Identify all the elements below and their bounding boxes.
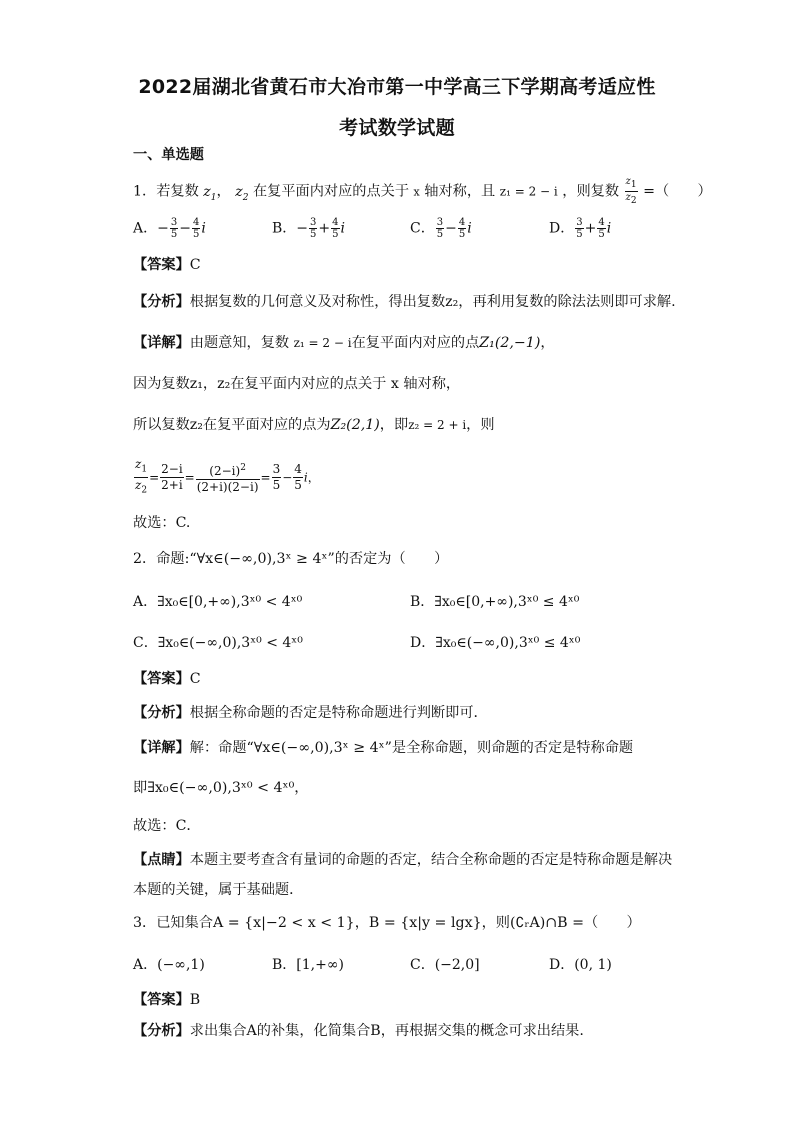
answer-label: 【答案】 (133, 257, 190, 273)
comment-label: 【点睛】 (133, 852, 190, 868)
q2-option-a: A．∃x₀∈[0,+∞),3ˣ⁰ < 4ˣ⁰ (133, 594, 303, 610)
q2-answer (133, 669, 201, 689)
q1-option-c: C． $\frac{3}{5}$ − $\frac{4}{5}$ i (410, 217, 472, 240)
frac-4-5: $\frac{4}{5}$ (192, 217, 200, 240)
analysis-label: 【分析】 (133, 1023, 190, 1039)
frac-3-5: $\frac{3}{5}$ (436, 217, 444, 240)
q1-stem-text-e: =（ ） (643, 183, 712, 200)
q2-comment1-text: 本题主要考查含有量词的命题的否定，结合全称命题的否定是特称命题是解决 (189, 852, 673, 868)
q1-z1: $z_1$ (203, 183, 217, 203)
frac-4-5: $\frac{4}{5}$ (332, 217, 339, 240)
q1-conclusion: 故选：C. (133, 515, 191, 531)
analysis-label: 【分析】 (133, 705, 190, 721)
q1-option-d-label: D． (549, 220, 575, 237)
q3-stem: 3．已知集合A = {x|−2 < x < 1}，B = {x|y = lgx}，则(∁ᵣA)∩B =（ ） (133, 915, 641, 931)
q3-option-d: D．(0, 1) (549, 957, 612, 973)
q1-detail1-z1-eq: z₁ = 2 − i (293, 336, 352, 350)
frac-z1-z2: $\frac{z_1}{z_2}$ (135, 457, 148, 496)
q1-option-d: D． $\frac{3}{5}$ + $\frac{4}{5}$ i (549, 217, 612, 240)
q2-answer-value: C (189, 671, 201, 687)
q1-stem-text-b: 在复平面内对应的点关于 (252, 183, 410, 200)
q2-conclusion: 故选：C． (133, 818, 201, 834)
q1-option-a-label: A． (133, 220, 158, 237)
frac-4-5: $\frac{4}{5}$ (458, 217, 466, 240)
frac-squared-over-product: $\frac{(2-i)^2}{(2+i)(2-i)}$ (196, 462, 259, 494)
answer-label: 【答案】 (133, 671, 190, 687)
q1-stem-text-a: 1．若复数 (133, 183, 199, 200)
q2-option-c: C．∃x₀∈(−∞,0),3ˣ⁰ < 4ˣ⁰ (133, 635, 303, 651)
q2-stem: 2．命题:“∀x∈(−∞,0),3ˣ ≥ 4ˣ”的否定为（ ） (133, 551, 449, 567)
q2-comment-line1 (133, 850, 672, 870)
q3-answer (133, 990, 200, 1010)
q1-answer-value: C (189, 257, 201, 273)
q1-division-equation: $\frac{z_1}{z_2}$ = $\frac{2-i}{2+i}$ = $\frac{(2-i)^2}{(2+i)(2-i)}$ = $\frac{3}{5}$ − $\frac{4}{5}$ i， (133, 457, 320, 499)
q1-z2: $z_2$ (235, 183, 249, 203)
section-heading: 一、单选题 (133, 147, 204, 163)
q3-option-b: B．[1,+∞) (272, 957, 344, 973)
q1-answer (133, 255, 201, 275)
frac-4-5: $\frac{4}{5}$ (294, 462, 302, 493)
q2-analysis (133, 703, 488, 723)
q2-detail1-text: 解：命题“∀x∈(−∞,0),3ˣ ≥ 4ˣ”是全称命题，则命题的否定是特称命题 (189, 740, 634, 756)
frac-3-5: $\frac{3}{5}$ (272, 462, 281, 493)
q2-option-d: D．∃x₀∈(−∞,0),3ˣ⁰ ≤ 4ˣ⁰ (410, 635, 581, 651)
q1-detail1-text-a: 由题意知，复数 (189, 335, 290, 351)
q1-ratio-fraction: $\frac{z_1}{z_2}$ (625, 176, 637, 206)
q2-comment-line2: 本题的关键，属于基础题． (133, 882, 304, 898)
q1-stem: 1．若复数 $z_1$， $z_2$ 在复平面内对应的点关于 x 轴对称，且 z₁ = 2 − i ，则复数 $\frac{z_1}{z_2}$ =（ ） (133, 176, 712, 206)
q2-option-b: B．∃x₀∈[0,+∞),3ˣ⁰ ≤ 4ˣ⁰ (410, 594, 580, 610)
q1-detail3-text-c: ，则 (466, 417, 495, 433)
q1-detail3-point: Z₂(2,1) (330, 417, 380, 433)
frac-3-5: $\frac{3}{5}$ (576, 217, 583, 240)
q3-answer-value: B (189, 992, 201, 1008)
doc-title-line2: 考试数学试题 (339, 117, 455, 139)
q1-detail3-z2-eq: z₂ = 2 + i (408, 418, 467, 432)
q3-analysis-text: 求出集合A的补集，化简集合B，再根据交集的概念可求出结果. (189, 1023, 584, 1039)
frac-3-5: $\frac{3}{5}$ (310, 217, 317, 240)
answer-label: 【答案】 (133, 992, 190, 1008)
q1-option-b-label: B． (272, 220, 297, 237)
q1-analysis (133, 292, 676, 312)
q3-option-c: C．(−2,0] (410, 957, 480, 973)
q1-detail1-text-b: 在复平面内对应的点 (351, 335, 480, 351)
doc-title-line1: 2022届湖北省黄石市大冶市第一中学高三下学期高考适应性 (138, 76, 656, 98)
frac-4-5: $\frac{4}{5}$ (598, 217, 605, 240)
q1-option-b: B．− $\frac{3}{5}$ + $\frac{4}{5}$ i (272, 217, 345, 240)
frac-3-5: $\frac{3}{5}$ (170, 217, 178, 240)
q1-analysis-text: 根据复数的几何意义及对称性，得出复数z₂，再利用复数的除法法则即可求解. (189, 294, 676, 310)
q1-x-axis: x (413, 185, 420, 199)
q3-option-a: A．(−∞,1) (133, 957, 205, 973)
q1-detail-line3 (133, 415, 495, 435)
q3-analysis (133, 1021, 584, 1041)
analysis-label: 【分析】 (133, 294, 190, 310)
q1-option-c-label: C． (410, 220, 435, 237)
q1-detail3-text-a: 所以复数z₂在复平面对应的点为 (133, 417, 331, 433)
q1-stem-text-c: 轴对称，且 (424, 183, 496, 200)
q1-detail-line2: 因为复数z₁，z₂在复平面内对应的点关于 x 轴对称， (133, 376, 461, 392)
detail-label: 【详解】 (133, 335, 190, 351)
q1-detail1-point: Z₁(2,−1) (479, 335, 541, 351)
q2-analysis-text: 根据全称命题的否定是特称命题进行判断即可． (189, 705, 488, 721)
q1-detail-line1: 【详解】由题意知，复数 z₁ = 2 − i在复平面内对应的点Z₁(2,−1)， (133, 335, 555, 351)
q1-detail3-text-b: ，即 (379, 417, 409, 433)
q1-z1-eq: z₁ = 2 − i (499, 184, 558, 199)
q2-detail-line2: 即∃x₀∈(−∞,0),3ˣ⁰ < 4ˣ⁰， (133, 780, 309, 796)
q2-detail-line1 (133, 738, 633, 758)
frac-2-minus-i-over-2-plus-i: $\frac{2-i}{2+i}$ (161, 462, 183, 493)
q1-option-a: A．− $\frac{3}{5}$ − $\frac{4}{5}$ i (133, 217, 206, 240)
q1-stem-text-d: ，则复数 (562, 183, 620, 200)
detail-label: 【详解】 (133, 740, 190, 756)
